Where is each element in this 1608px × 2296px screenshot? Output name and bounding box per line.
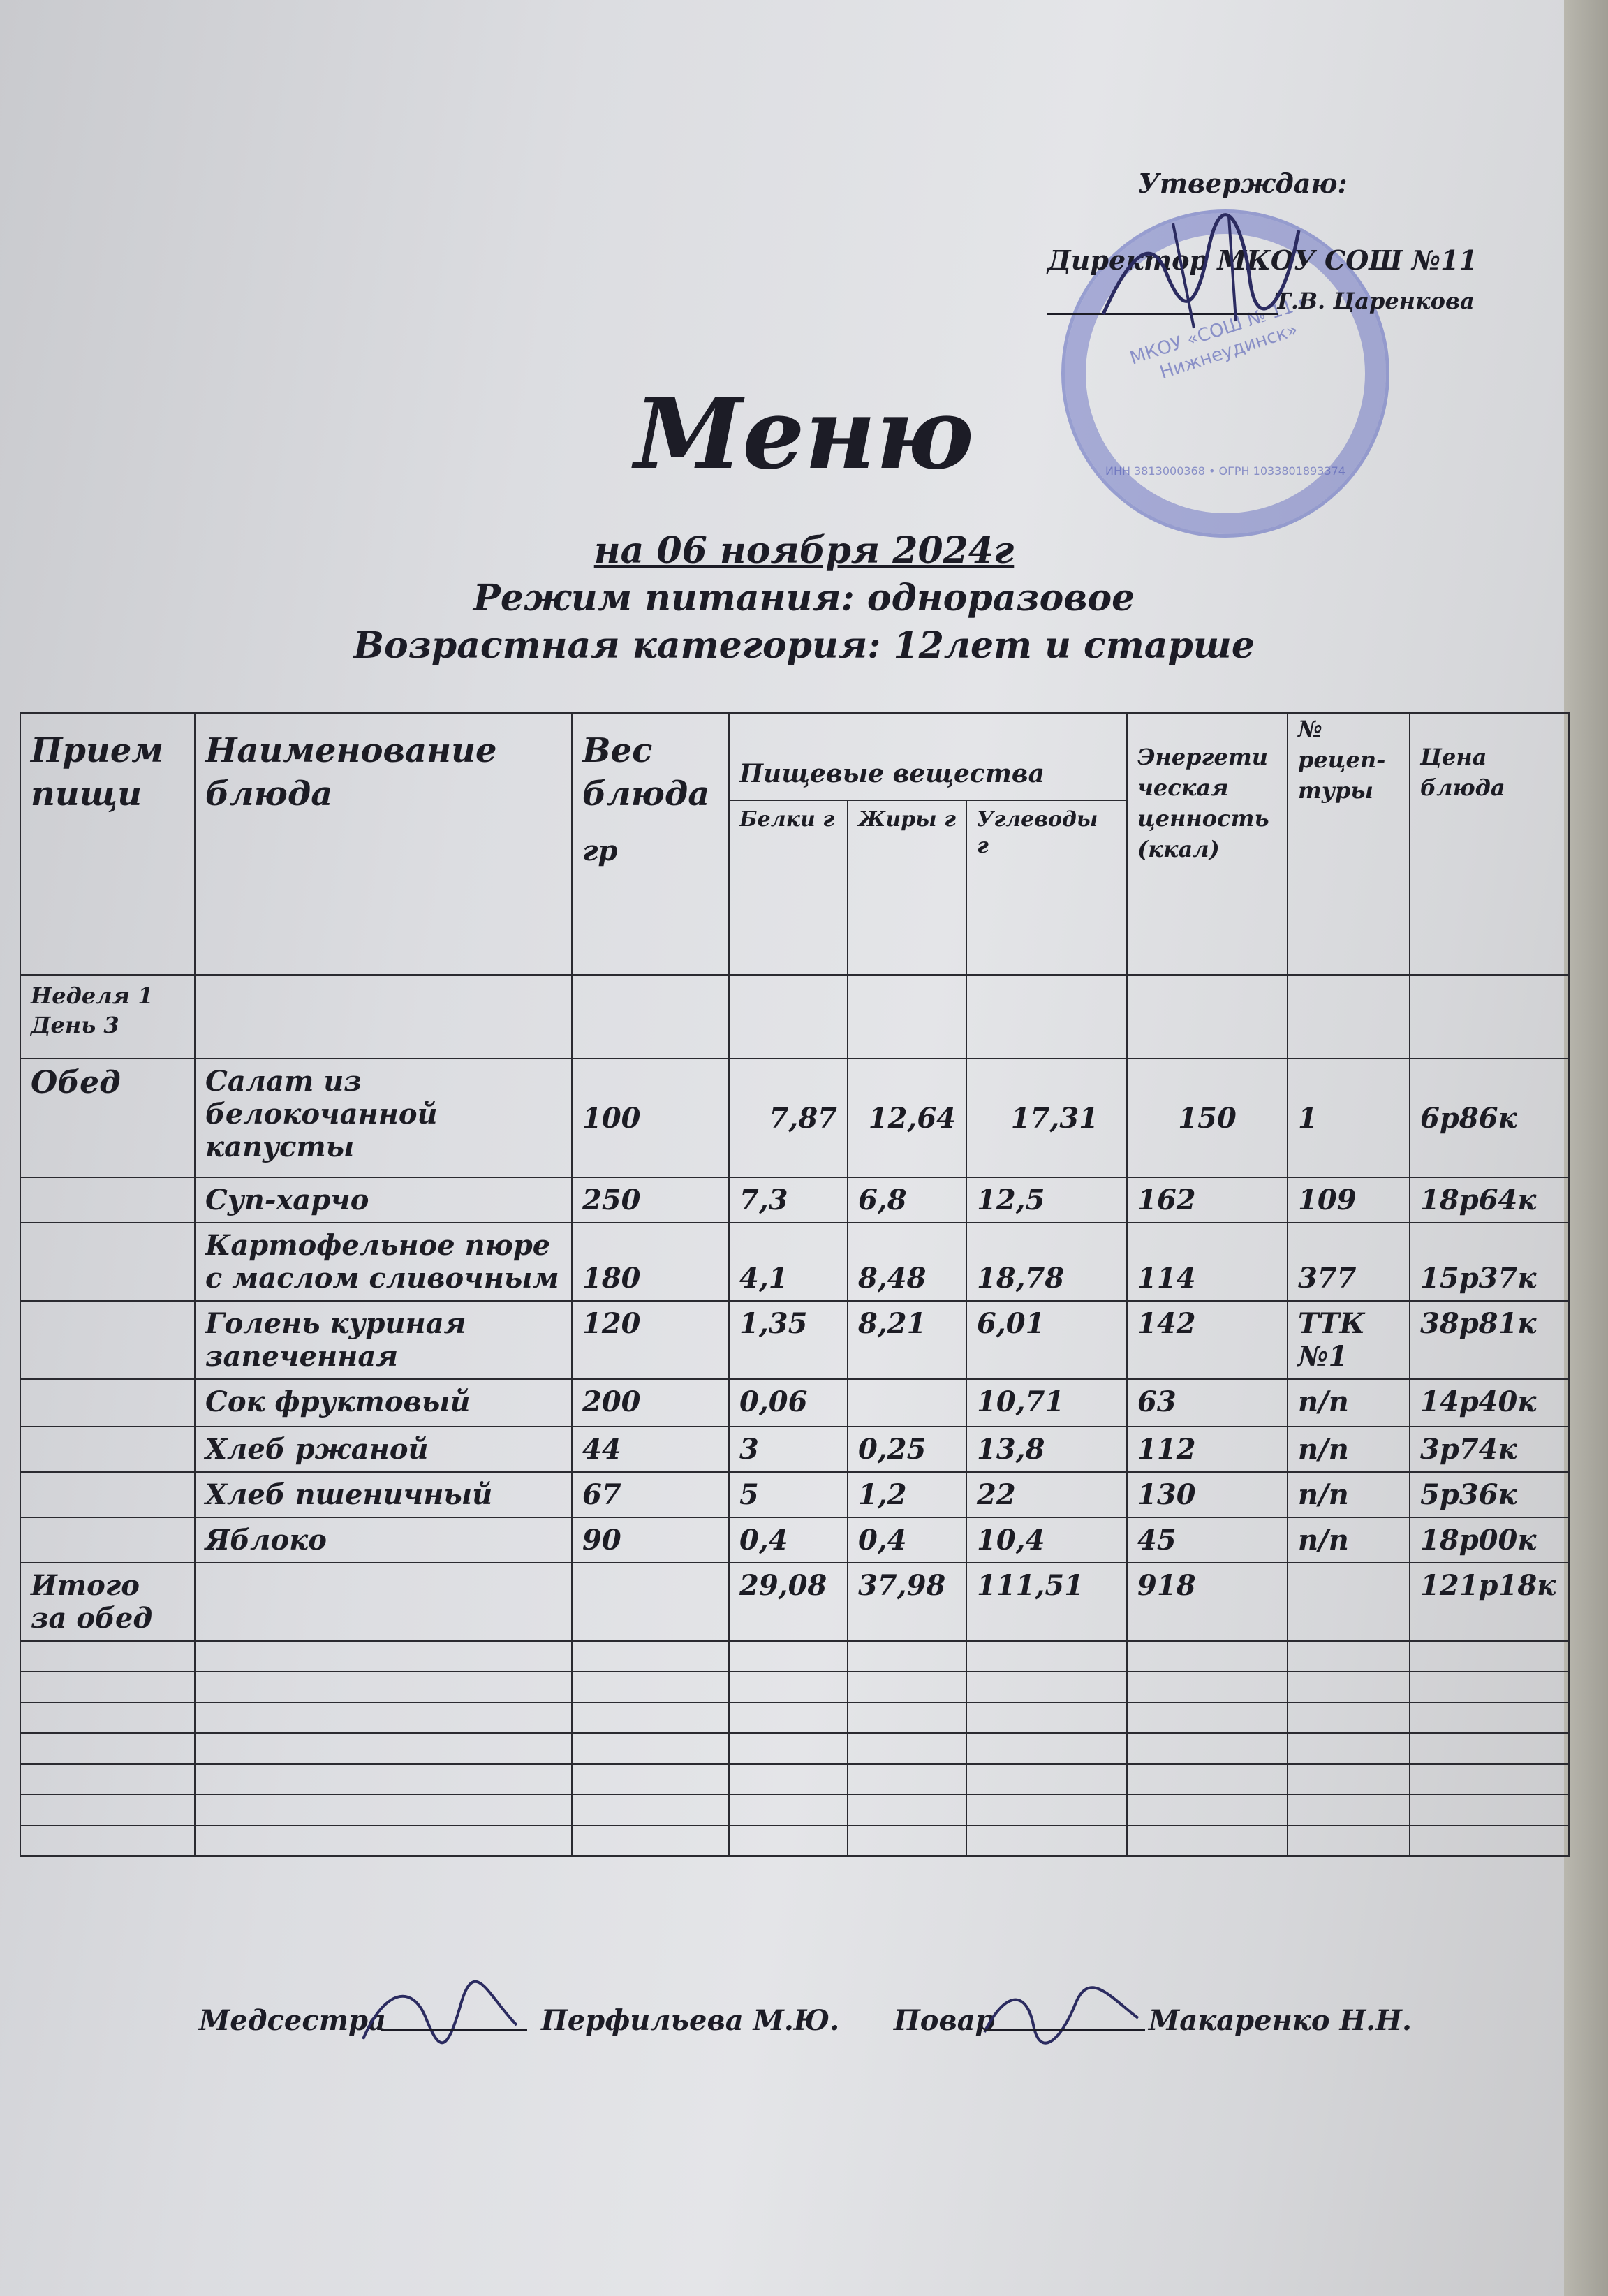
dish-carbs: 12,5: [966, 1177, 1127, 1223]
total-fat: 37,98: [848, 1563, 966, 1641]
director-title: Директор МКОУ СОШ №11: [1047, 244, 1477, 276]
total-label: Итого за обед: [20, 1563, 195, 1641]
dish-name: Голень куриная запеченная: [195, 1301, 572, 1379]
dish-fat: 8,48: [848, 1223, 966, 1301]
table-row: [20, 1517, 1569, 1563]
dish-protein: 0,06: [729, 1379, 848, 1427]
header-carbs: Углеводы г: [966, 800, 1127, 975]
dish-price: 5р36к: [1410, 1472, 1569, 1517]
dish-recipe: п/п: [1288, 1379, 1410, 1427]
dish-recipe: 109: [1288, 1177, 1410, 1223]
dish-carbs: 6,01: [966, 1301, 1127, 1379]
dish-protein: 1,35: [729, 1301, 848, 1379]
nurse-signature-line: [381, 2029, 527, 2031]
total-carbs: 111,51: [966, 1563, 1127, 1641]
dish-fat: [848, 1379, 966, 1427]
age-category: Возрастная категория: 12лет и старше: [353, 624, 1255, 667]
cook-signature-line: [984, 2029, 1145, 2031]
cook-signature-icon: [978, 1983, 1145, 2053]
dish-price: 3р74к: [1410, 1427, 1569, 1472]
nurse-signature-icon: [349, 1976, 531, 2060]
dish-recipe: п/п: [1288, 1472, 1410, 1517]
dish-recipe: ТТК №1: [1288, 1301, 1410, 1379]
dish-name: Хлеб пшеничный: [195, 1472, 572, 1517]
dish-price: 15р37к: [1410, 1223, 1569, 1301]
dish-protein: 7,87: [729, 1059, 848, 1177]
dish-energy: 114: [1127, 1223, 1288, 1301]
dish-carbs: 22: [966, 1472, 1127, 1517]
dish-name: Хлеб ржаной: [195, 1427, 572, 1472]
dish-carbs: 10,71: [966, 1379, 1127, 1427]
header-row: [20, 713, 1569, 800]
dish-name: Картофельное пюре с маслом сливочным: [195, 1223, 572, 1301]
empty-row: [20, 1641, 1569, 1672]
dish-energy: 45: [1127, 1517, 1288, 1563]
stamp-text: МКОУ «СОШ № 11 г. Нижнеудинск»: [1127, 290, 1317, 383]
dish-protein: 3: [729, 1427, 848, 1472]
dish-carbs: 17,31: [966, 1059, 1127, 1177]
dish-price: 18р00к: [1410, 1517, 1569, 1563]
dish-carbs: 10,4: [966, 1517, 1127, 1563]
dish-weight: 250: [572, 1177, 729, 1223]
subtitle-block: [0, 527, 1608, 670]
dish-weight: 44: [572, 1427, 729, 1472]
empty-row: [20, 1702, 1569, 1733]
table-row: [20, 1472, 1569, 1517]
header-energy: Энергети ческая ценность (ккал): [1127, 713, 1288, 975]
header-recipe: № рецеп- туры: [1288, 713, 1410, 975]
dish-energy: 130: [1127, 1472, 1288, 1517]
dish-energy: 150: [1127, 1059, 1288, 1177]
dish-weight: 120: [572, 1301, 729, 1379]
dish-recipe: 1: [1288, 1059, 1410, 1177]
empty-row: [20, 1795, 1569, 1825]
table-row: [20, 1177, 1569, 1223]
dish-fat: 1,2: [848, 1472, 966, 1517]
total-price: 121р18к: [1410, 1563, 1569, 1641]
empty-row: [20, 1733, 1569, 1764]
menu-date: на 06 ноября 2024г: [593, 529, 1015, 572]
dish-price: 38р81к: [1410, 1301, 1569, 1379]
dish-energy: 63: [1127, 1379, 1288, 1427]
dish-weight: 90: [572, 1517, 729, 1563]
dish-fat: 6,8: [848, 1177, 966, 1223]
dish-carbs: 13,8: [966, 1427, 1127, 1472]
total-row: [20, 1563, 1569, 1641]
dish-protein: 4,1: [729, 1223, 848, 1301]
week-day-label: Неделя 1 День 3: [20, 975, 195, 1059]
total-protein: 29,08: [729, 1563, 848, 1641]
empty-row: [20, 1825, 1569, 1856]
table-row: [20, 1301, 1569, 1379]
dish-protein: 7,3: [729, 1177, 848, 1223]
background-edge: [1564, 0, 1608, 2296]
menu-table: [20, 712, 1570, 1857]
total-energy: 918: [1127, 1563, 1288, 1641]
dish-weight: 180: [572, 1223, 729, 1301]
dish-protein: 0,4: [729, 1517, 848, 1563]
empty-row: [20, 1672, 1569, 1702]
nurse-label: Медсестра: [199, 2004, 386, 2037]
page-title: Меню: [634, 377, 974, 492]
header-dish: Наименование блюда: [195, 713, 572, 975]
dish-carbs: 18,78: [966, 1223, 1127, 1301]
table-row: [20, 1059, 1569, 1177]
director-signature-icon: [1089, 209, 1313, 335]
dish-fat: 0,25: [848, 1427, 966, 1472]
week-day-row: [20, 975, 1569, 1059]
table-row: [20, 1427, 1569, 1472]
dish-name: Яблоко: [195, 1517, 572, 1563]
dish-energy: 112: [1127, 1427, 1288, 1472]
dish-recipe: п/п: [1288, 1517, 1410, 1563]
empty-row: [20, 1764, 1569, 1795]
cook-name: Макаренко Н.Н.: [1149, 2004, 1412, 2037]
dish-weight: 67: [572, 1472, 729, 1517]
dish-fat: 0,4: [848, 1517, 966, 1563]
header-meal: Прием пищи: [20, 713, 195, 975]
dish-name: Суп-харчо: [195, 1177, 572, 1223]
director-name: Т.В. Царенкова: [1274, 288, 1475, 314]
dish-energy: 162: [1127, 1177, 1288, 1223]
header-fat: Жиры г: [848, 800, 966, 975]
dish-weight: 100: [572, 1059, 729, 1177]
dish-recipe: 377: [1288, 1223, 1410, 1301]
stamp-bottom-text: ИНН 3813000368 • ОГРН 1033801893374: [1105, 464, 1345, 478]
signatures-footer: [0, 1976, 1608, 2060]
header-price: Цена блюда: [1410, 713, 1569, 975]
dish-energy: 142: [1127, 1301, 1288, 1379]
header-nutrients: Пищевые вещества: [729, 713, 1127, 800]
header-weight: [572, 713, 729, 975]
header-weight-label: Вес блюда: [582, 731, 710, 814]
approve-label: Утверждаю:: [1138, 168, 1348, 199]
dish-name: Сок фруктовый: [195, 1379, 572, 1427]
dish-protein: 5: [729, 1472, 848, 1517]
header-weight-unit: гр: [582, 834, 618, 867]
dish-price: 14р40к: [1410, 1379, 1569, 1427]
dish-price: 6р86к: [1410, 1059, 1569, 1177]
dish-fat: 8,21: [848, 1301, 966, 1379]
dish-name: Салат из белокочанной капусты: [195, 1059, 572, 1177]
dish-fat: 12,64: [848, 1059, 966, 1177]
cook-label: Повар: [894, 2004, 995, 2037]
meal-label: Обед: [20, 1059, 195, 1177]
dish-weight: 200: [572, 1379, 729, 1427]
table-row: [20, 1223, 1569, 1301]
table-row: [20, 1379, 1569, 1427]
nurse-name: Перфильева М.Ю.: [541, 2004, 840, 2037]
meal-regime: Режим питания: одноразовое: [473, 577, 1135, 619]
dish-recipe: п/п: [1288, 1427, 1410, 1472]
header-protein: Белки г: [729, 800, 848, 975]
dish-price: 18р64к: [1410, 1177, 1569, 1223]
